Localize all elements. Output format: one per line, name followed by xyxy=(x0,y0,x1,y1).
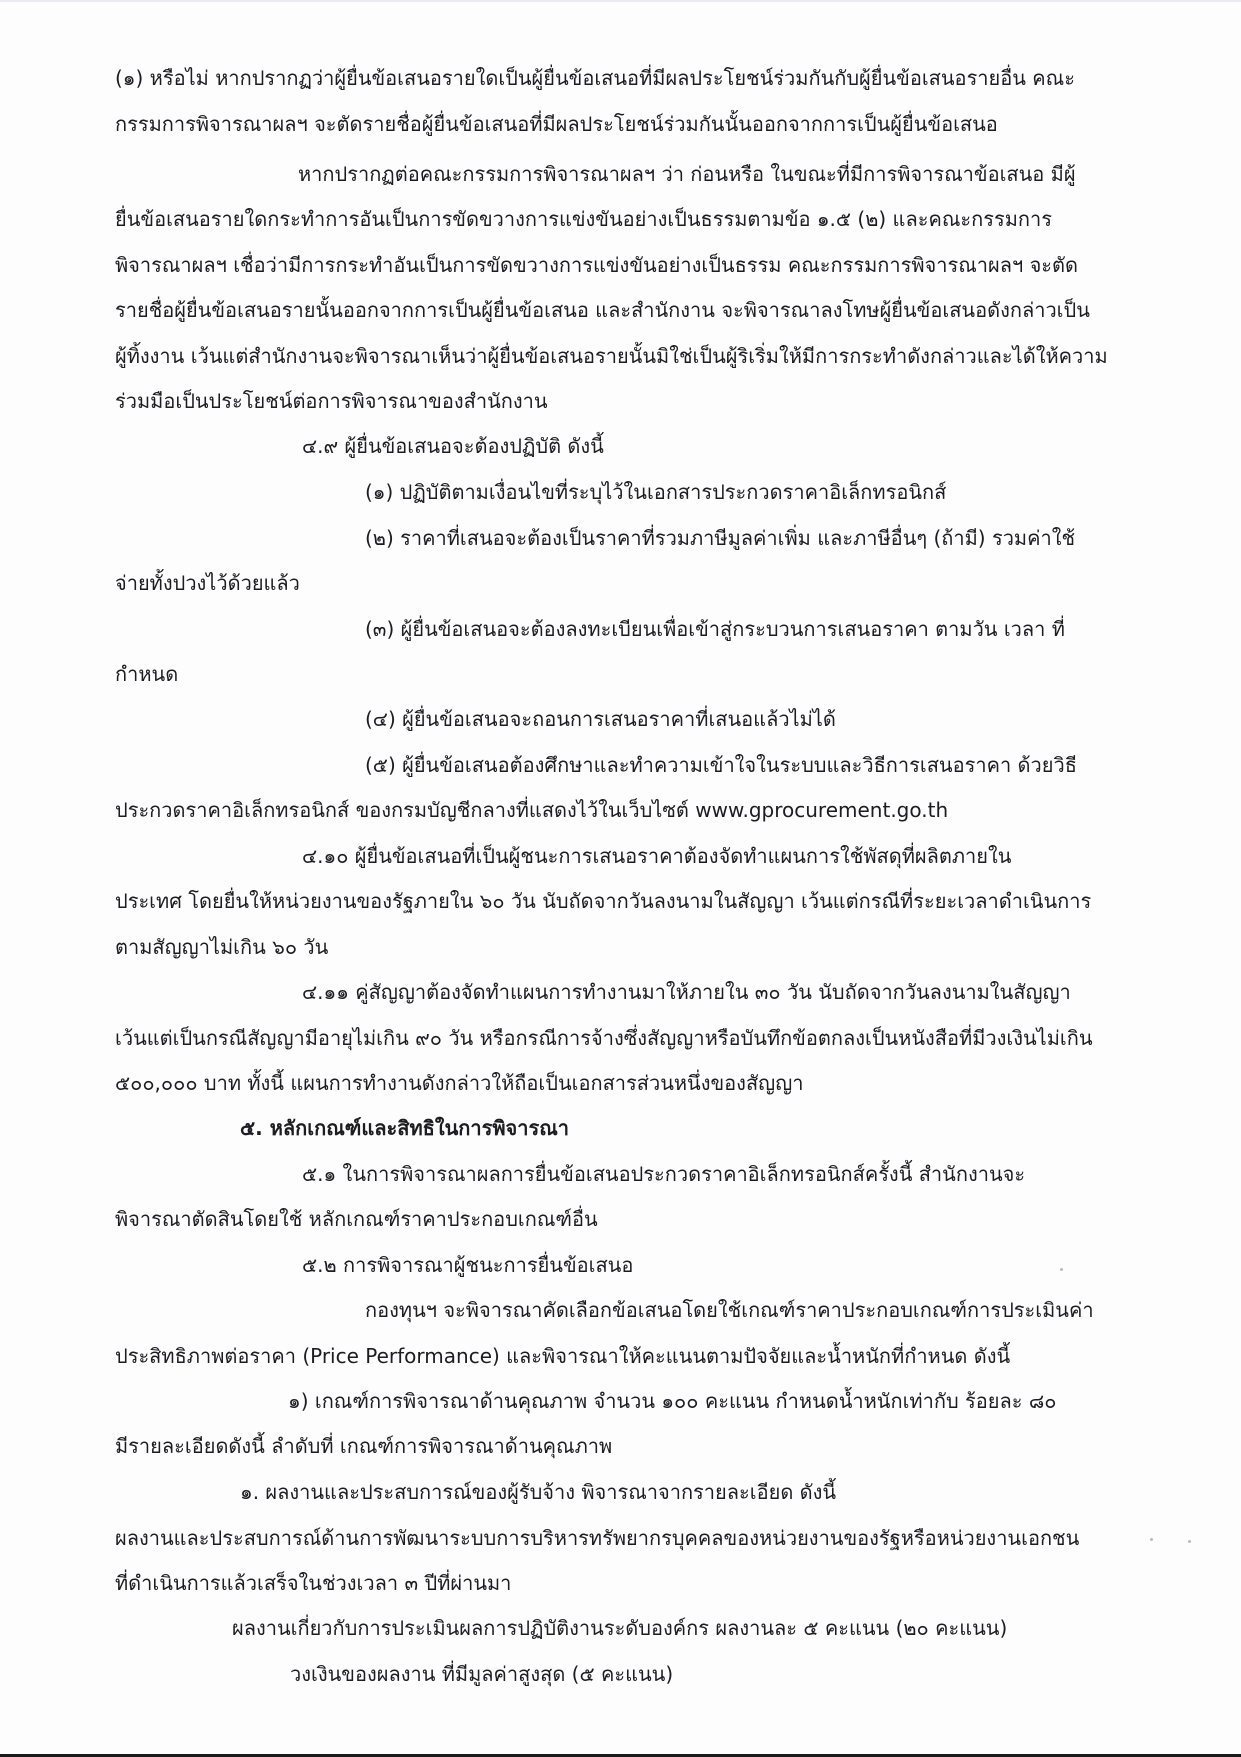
scan-speck xyxy=(1188,1540,1191,1543)
text-line: จ่ายทั้งปวงไว้ด้วยแล้ว xyxy=(115,571,300,595)
list-item: (๓) ผู้ยื่นข้อเสนอจะต้องลงทะเบียนเพื่อเข้าสู่กระบวนการเสนอราคา ตามวัน เวลา ที่ xyxy=(365,617,1065,641)
text-line: ร่วมมือเป็นประโยชน์ต่อการพิจารณาของสำนักงาน xyxy=(115,389,548,413)
text-line: กรรมการพิจารณาผลฯ จะตัดรายชื่อผู้ยื่นข้อเสนอที่มีผลประโยชน์ร่วมกันนั้นออกจากการเป็นผู้ยื่นข้อเสนอ xyxy=(115,112,998,136)
text-line: ๕๐๐,๐๐๐ บาท ทั้งนี้ แผนการทำงานดังกล่าวให้ถือเป็นเอกสารส่วนหนึ่งของสัญญา xyxy=(115,1071,804,1095)
text-line: มีรายละเอียดดังนี้ ลำดับที่ เกณฑ์การพิจารณาด้านคุณภาพ xyxy=(115,1434,613,1458)
scan-speck xyxy=(1060,1268,1063,1271)
text-line: พิจารณาผลฯ เชื่อว่ามีการกระทำอันเป็นการขัดขวางการแข่งขันอย่างเป็นธรรม คณะกรรมการพิจารณาผลฯ จะตัด xyxy=(115,253,1079,277)
clause-heading: ๔.๙ ผู้ยื่นข้อเสนอจะต้องปฏิบัติ ดังนี้ xyxy=(302,434,604,458)
text-line: ที่ดำเนินการแล้วเสร็จในช่วงเวลา ๓ ปีที่ผ่านมา xyxy=(115,1571,512,1595)
text-line: ผลงานและประสบการณ์ด้านการพัฒนาระบบการบริหารทรัพยากรบุคคลของหน่วยงานของรัฐหรือหน่วยงานเอกชน xyxy=(115,1526,1080,1550)
text-line: รายชื่อผู้ยื่นข้อเสนอรายนั้นออกจากการเป็นผู้ยื่นข้อเสนอ และสำนักงาน จะพิจารณาลงโทษผู้ยื่นข้อเสนอดังกล่าวเป็น xyxy=(115,298,1090,322)
text-line: หากปรากฏต่อคณะกรรมการพิจารณาผลฯ ว่า ก่อนหรือ ในขณะที่มีการพิจารณาข้อเสนอ มีผู้ xyxy=(298,162,1076,186)
text-line: พิจารณาตัดสินโดยใช้ หลักเกณฑ์ราคาประกอบเกณฑ์อื่น xyxy=(115,1207,598,1231)
list-item: (๕) ผู้ยื่นข้อเสนอต้องศึกษาและทำความเข้าใจในระบบและวิธีการเสนอราคา ด้วยวิธี xyxy=(365,753,1077,777)
text-line: ตามสัญญาไม่เกิน ๖๐ วัน xyxy=(115,935,329,959)
clause-heading: ๕.๒ การพิจารณาผู้ชนะการยื่นข้อเสนอ xyxy=(302,1253,634,1277)
text-line: ๑. ผลงานและประสบการณ์ของผู้รับจ้าง พิจารณาจากรายละเอียด ดังนี้ xyxy=(240,1480,837,1504)
scan-speck xyxy=(1150,1538,1153,1541)
clause-heading: ๕.๑ ในการพิจารณาผลการยื่นข้อเสนอประกวดราคาอิเล็กทรอนิกส์ครั้งนี้ สำนักงานจะ xyxy=(302,1162,1026,1186)
clause-heading: ๔.๑๐ ผู้ยื่นข้อเสนอที่เป็นผู้ชนะการเสนอราคาต้องจัดทำแผนการใช้พัสดุที่ผลิตภายใน xyxy=(302,844,1012,868)
text-line: ผู้ทิ้งงาน เว้นแต่สำนักงานจะพิจารณาเห็นว่าผู้ยื่นข้อเสนอรายนั้นมิใช่เป็นผู้ริเริ่มให้มีการกระทำดังกล่าวและได้ให้ความ xyxy=(115,344,1108,368)
text-line: ผลงานเกี่ยวกับการประเมินผลการปฏิบัติงานระดับองค์กร ผลงานละ ๕ คะแนน (๒๐ คะแนน) xyxy=(232,1616,1008,1640)
text-line: ประสิทธิภาพต่อราคา (Price Performance) และพิจารณาให้คะแนนตามปัจจัยและน้ำหนักที่กำหนด ดังนี้ xyxy=(115,1344,1011,1368)
clause-heading: ๔.๑๑ คู่สัญญาต้องจัดทำแผนการทำงานมาให้ภายใน ๓๐ วัน นับถัดจากวันลงนามในสัญญา xyxy=(302,980,1071,1004)
section-heading: ๕. หลักเกณฑ์และสิทธิในการพิจารณา xyxy=(240,1116,570,1140)
list-item: (๔) ผู้ยื่นข้อเสนอจะถอนการเสนอราคาที่เสนอแล้วไม่ได้ xyxy=(365,707,836,731)
text-line: ๑) เกณฑ์การพิจารณาด้านคุณภาพ จำนวน ๑๐๐ คะแนน กำหนดน้ำหนักเท่ากับ ร้อยละ ๘๐ xyxy=(288,1389,1057,1413)
scan-top-edge xyxy=(0,0,1241,2)
list-item: (๒) ราคาที่เสนอจะต้องเป็นราคาที่รวมภาษีมูลค่าเพิ่ม และภาษีอื่นๆ (ถ้ามี) รวมค่าใช้ xyxy=(365,526,1076,550)
text-line: กำหนด xyxy=(115,662,179,686)
text-line: เว้นแต่เป็นกรณีสัญญามีอายุไม่เกิน ๙๐ วัน หรือกรณีการจ้างซึ่งสัญญาหรือบันทึกข้อตกลงเป็นหนังสือที่มีวงเงินไม่เกิน xyxy=(115,1026,1093,1050)
text-line: กองทุนฯ จะพิจารณาคัดเลือกข้อเสนอโดยใช้เกณฑ์ราคาประกอบเกณฑ์การประเมินค่า xyxy=(365,1298,1094,1322)
text-line: ยื่นข้อเสนอรายใดกระทำการอันเป็นการขัดขวางการแข่งขันอย่างเป็นธรรมตามข้อ ๑.๕ (๒) และคณะกรรมการ xyxy=(115,207,1052,231)
text-line: ประเทศ โดยยื่นให้หน่วยงานของรัฐภายใน ๖๐ วัน นับถัดจากวันลงนามในสัญญา เว้นแต่กรณีที่ระยะเวลาดำเนินการ xyxy=(115,889,1092,913)
text-line: ประกวดราคาอิเล็กทรอนิกส์ ของกรมบัญชีกลางที่แสดงไว้ในเว็บไซต์ www.gprocurement.go.th xyxy=(115,798,949,822)
text-line: (๑) หรือไม่ หากปรากฏว่าผู้ยื่นข้อเสนอรายใดเป็นผู้ยื่นข้อเสนอที่มีผลประโยชน์ร่วมกันกับผู้ยื่นข้อเสนอรายอื่น คณะ xyxy=(115,66,1075,90)
list-item: (๑) ปฏิบัติตามเงื่อนไขที่ระบุไว้ในเอกสารประกวดราคาอิเล็กทรอนิกส์ xyxy=(365,480,947,504)
text-line: วงเงินของผลงาน ที่มีมูลค่าสูงสุด (๕ คะแนน) xyxy=(290,1662,674,1686)
